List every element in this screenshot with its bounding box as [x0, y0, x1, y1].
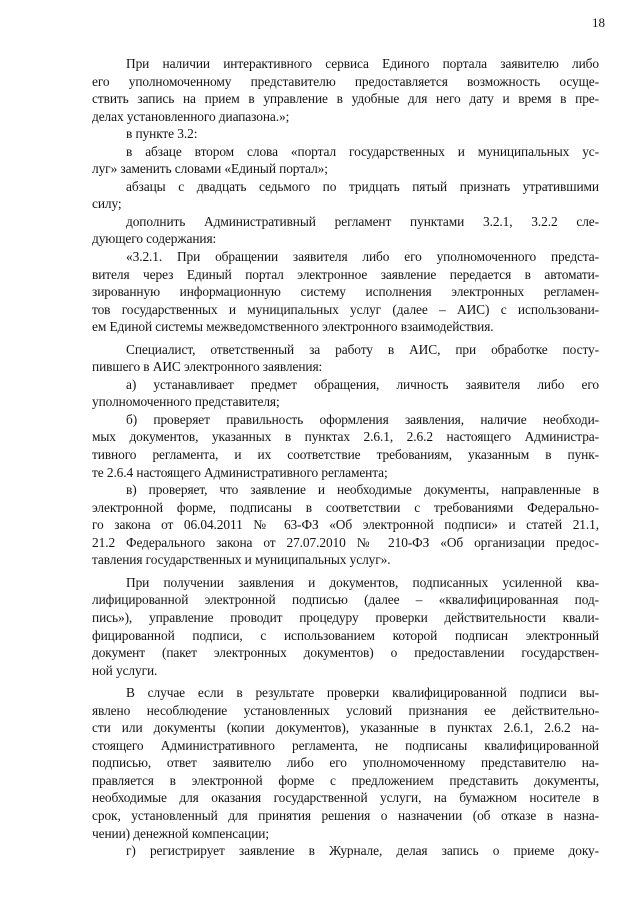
text-line: чении) денежной компенсации; — [92, 825, 269, 841]
text-line: ем Единой системы межведомственного электронного взаимодействия. — [92, 319, 494, 335]
text-line: ной услуги. — [92, 662, 158, 678]
text-line: правляется в электронной форме с предложением представить документы, — [92, 772, 599, 788]
text-line: лифицированной электронной подписью (далее – «квалифицированная под- — [92, 592, 599, 608]
text-line: в пункте 3.2: — [126, 126, 198, 142]
text-line: тавления государственных и муниципальных услуг». — [92, 552, 391, 568]
text-line: уполномоченного представителя; — [92, 394, 280, 410]
text-line: документ (пакет электронных документов) о предоставлении государствен- — [92, 645, 599, 661]
text-line: подписью, ответ заявителю либо его уполномоченному представителю на- — [92, 755, 599, 771]
text-line: «3.2.1. При обращении заявителя либо его уполномоченного предста- — [126, 249, 599, 265]
text-line: г) регистрирует заявление в Журнале, делая запись о приеме доку- — [126, 843, 599, 859]
text-line: силу; — [92, 196, 122, 212]
text-line: в) проверяет, что заявление и необходимые документы, направленные в — [126, 482, 599, 498]
text-line: зированную информационную систему исполнения электронных регламен- — [92, 284, 599, 300]
text-line: тов государственных и муниципальных услуг (далее – АИС) с использовани- — [92, 301, 599, 317]
text-line: стоящего Административного регламента, не подписаны квалифицированной — [92, 737, 599, 753]
text-line: тивного регламента, и их соответствие требованиям, указанным в пунк- — [92, 447, 599, 463]
text-line: в абзаце втором слова «портал государственных и муниципальных ус- — [126, 143, 599, 159]
text-line: При наличии интерактивного сервиса Единого портала заявителю либо — [126, 56, 599, 71]
page-number: 18 — [592, 15, 605, 30]
text-line: б) проверяет правильность оформления заявления, наличие необходи- — [126, 411, 599, 427]
document-body — [92, 55, 599, 860]
text-line: При получении заявления и документов, подписанных усиленной ква- — [126, 574, 599, 590]
text-line: делах установленного диапазона.»; — [92, 108, 290, 124]
text-line: луг» заменить словами «Единый портал»; — [92, 161, 328, 177]
text-line: его уполномоченному представителю предоставляется возможность осуще- — [92, 73, 599, 89]
text-line: сти или документы (копии документов), указанные в пунктах 2.6.1, 2.6.2 на- — [92, 720, 599, 736]
text-line: абзацы с двадцать седьмого по тридцать пятый признать утратившими — [126, 178, 599, 194]
text-line: электронной форме, подписаны в соответствии с требованиями Федерально- — [92, 499, 599, 515]
text-line: го закона от 06.04.2011 № 63-ФЗ «Об электронной подписи» и статей 21.1, — [92, 517, 599, 533]
text-line: срок, установленный для принятия решения о назначении (об отказе в назна- — [92, 807, 599, 823]
text-line: явлено несоблюдение установленных условий признания ее действительно- — [92, 702, 599, 718]
text-line: ствить запись на прием в управление в удобные для него дату и время в пре- — [92, 91, 599, 107]
text-line: Специалист, ответственный за работу в АИС, при обработке посту- — [126, 341, 599, 357]
text-line: мых документов, указанных в пунктах 2.6.1, 2.6.2 настоящего Администра- — [92, 429, 599, 445]
text-line: а) устанавливает предмет обращения, личность заявителя либо его — [126, 376, 599, 392]
text-line: вителя через Единый портал электронное заявление передается в автомати- — [92, 266, 599, 282]
text-line: необходимые для оказания государственной услуги, на бумажном носителе в — [92, 790, 599, 806]
text-line: 21.2 Федерального закона от 27.07.2010 № 210-ФЗ «Об организации предос- — [92, 534, 599, 550]
text-line: дополнить Административный регламент пунктами 3.2.1, 3.2.2 сле- — [126, 213, 599, 229]
text-line: пись»), управление проводит процедуру проверки действительности квали- — [92, 609, 599, 625]
text-line: дующего содержания: — [92, 231, 217, 247]
text-line: пившего в АИС электронного заявления: — [92, 359, 323, 375]
text-line: фицированной подписи, с использованием которой подписан электронный — [92, 627, 599, 643]
text-line: те 2.6.4 настоящего Административного регламента; — [92, 464, 388, 480]
text-line: В случае если в результате проверки квалифицированной подписи вы- — [126, 685, 599, 701]
